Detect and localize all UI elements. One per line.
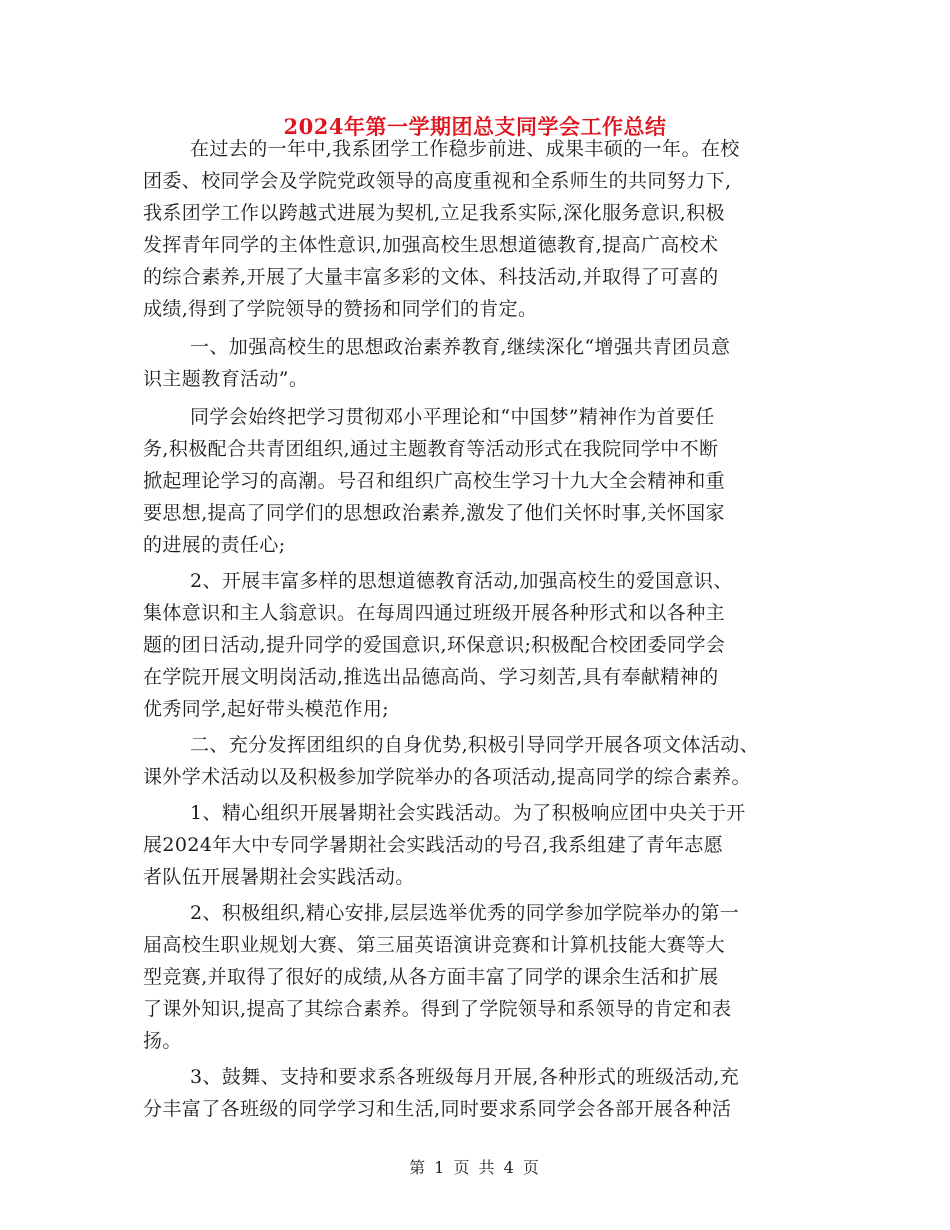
paragraph-line: 发挥青年同学的主体性意识,加强高校生思想道德教育,提高广高校术	[143, 234, 719, 256]
paragraph-line: 识主题教育活动”。	[143, 368, 309, 390]
paragraph-line: 分丰富了各班级的同学学习和生活,同时要求系同学会各部开展各种活	[143, 1098, 732, 1120]
paragraph-line: 一、加强高校生的思想政治素养教育,继续深化“增强共青团员意	[190, 336, 731, 358]
paragraph-line: 了课外知识,提高了其综合素养。得到了学院领导和系领导的肯定和表	[143, 998, 732, 1020]
paragraph-line: 集体意识和主人翁意识。在每周四通过班级开展各种形式和以各种主	[143, 602, 726, 624]
paragraph-line: 1、精心组织开展暑期社会实践活动。为了积极响应团中央关于开	[190, 802, 746, 824]
paragraph-line: 在过去的一年中,我系团学工作稳步前进、成果丰硕的一年。在校	[190, 138, 740, 160]
paragraph-line: 我系团学工作以跨越式进展为契机,立足我系实际,深化服务意识,积极	[143, 202, 725, 224]
paragraph-line: 题的团日活动,提升同学的爱国意识,环保意识;积极配合校团委同学会	[143, 634, 726, 656]
paragraph-line: 者队伍开展暑期社会实践活动。	[143, 866, 415, 888]
paragraph-line: 务,积极配合共青团组织,通过主题教育等活动形式在我院同学中不断	[143, 438, 719, 460]
paragraph-line: 要思想,提高了同学们的思想政治素养,激发了他们关怀时事,关怀国家	[143, 502, 725, 524]
paragraph-line: 的综合素养,开展了大量丰富多彩的文体、科技活动,并取得了可喜的	[143, 266, 719, 288]
paragraph-line: 在学院开展文明岗活动,推选出品德高尚、学习刻苦,具有奉献精神的	[143, 666, 719, 688]
paragraph-line: 届高校生职业规划大赛、第三届英语演讲竞赛和计算机技能大赛等大	[143, 934, 726, 956]
paragraph-line: 二、充分发挥团组织的自身优势,积极引导同学开展各项文体活动、	[190, 734, 760, 756]
paragraph-line: 展2024年大中专同学暑期社会实践活动的号召,我系组建了青年志愿	[143, 834, 724, 856]
paragraph-line: 型竞赛,并取得了很好的成绩,从各方面丰富了同学的课余生活和扩展	[143, 966, 719, 988]
paragraph-line: 扬。	[143, 1030, 182, 1052]
paragraph-line: 团委、校同学会及学院党政领导的高度重视和全系师生的共同努力下,	[143, 170, 732, 192]
paragraph-line: 2、积极组织,精心安排,层层选举优秀的同学参加学院举办的第一	[190, 902, 740, 924]
paragraph-line: 的进展的责任心;	[143, 534, 286, 556]
paragraph-line: 优秀同学,起好带头模范作用;	[143, 698, 390, 720]
paragraph-line: 课外学术活动以及积极参加学院举办的各项活动,提高同学的综合素养。	[143, 766, 751, 788]
document-title: 2024年第一学期团总支同学会工作总结	[283, 114, 667, 139]
paragraph-line: 掀起理论学习的高潮。号召和组织广高校生学习十九大全会精神和重	[143, 470, 726, 492]
paragraph-line: 同学会始终把学习贯彻邓小平理论和“中国梦”精神作为首要任	[190, 406, 715, 428]
paragraph-line: 2、开展丰富多样的思想道德教育活动,加强高校生的爱国意识、	[190, 570, 733, 592]
paragraph-line: 3、鼓舞、支持和要求系各班级每月开展,各种形式的班级活动,充	[190, 1066, 740, 1088]
paragraph-line: 成绩,得到了学院领导的赞扬和同学们的肯定。	[143, 298, 538, 320]
page-footer: 第 1 页 共 4 页	[409, 1158, 541, 1177]
